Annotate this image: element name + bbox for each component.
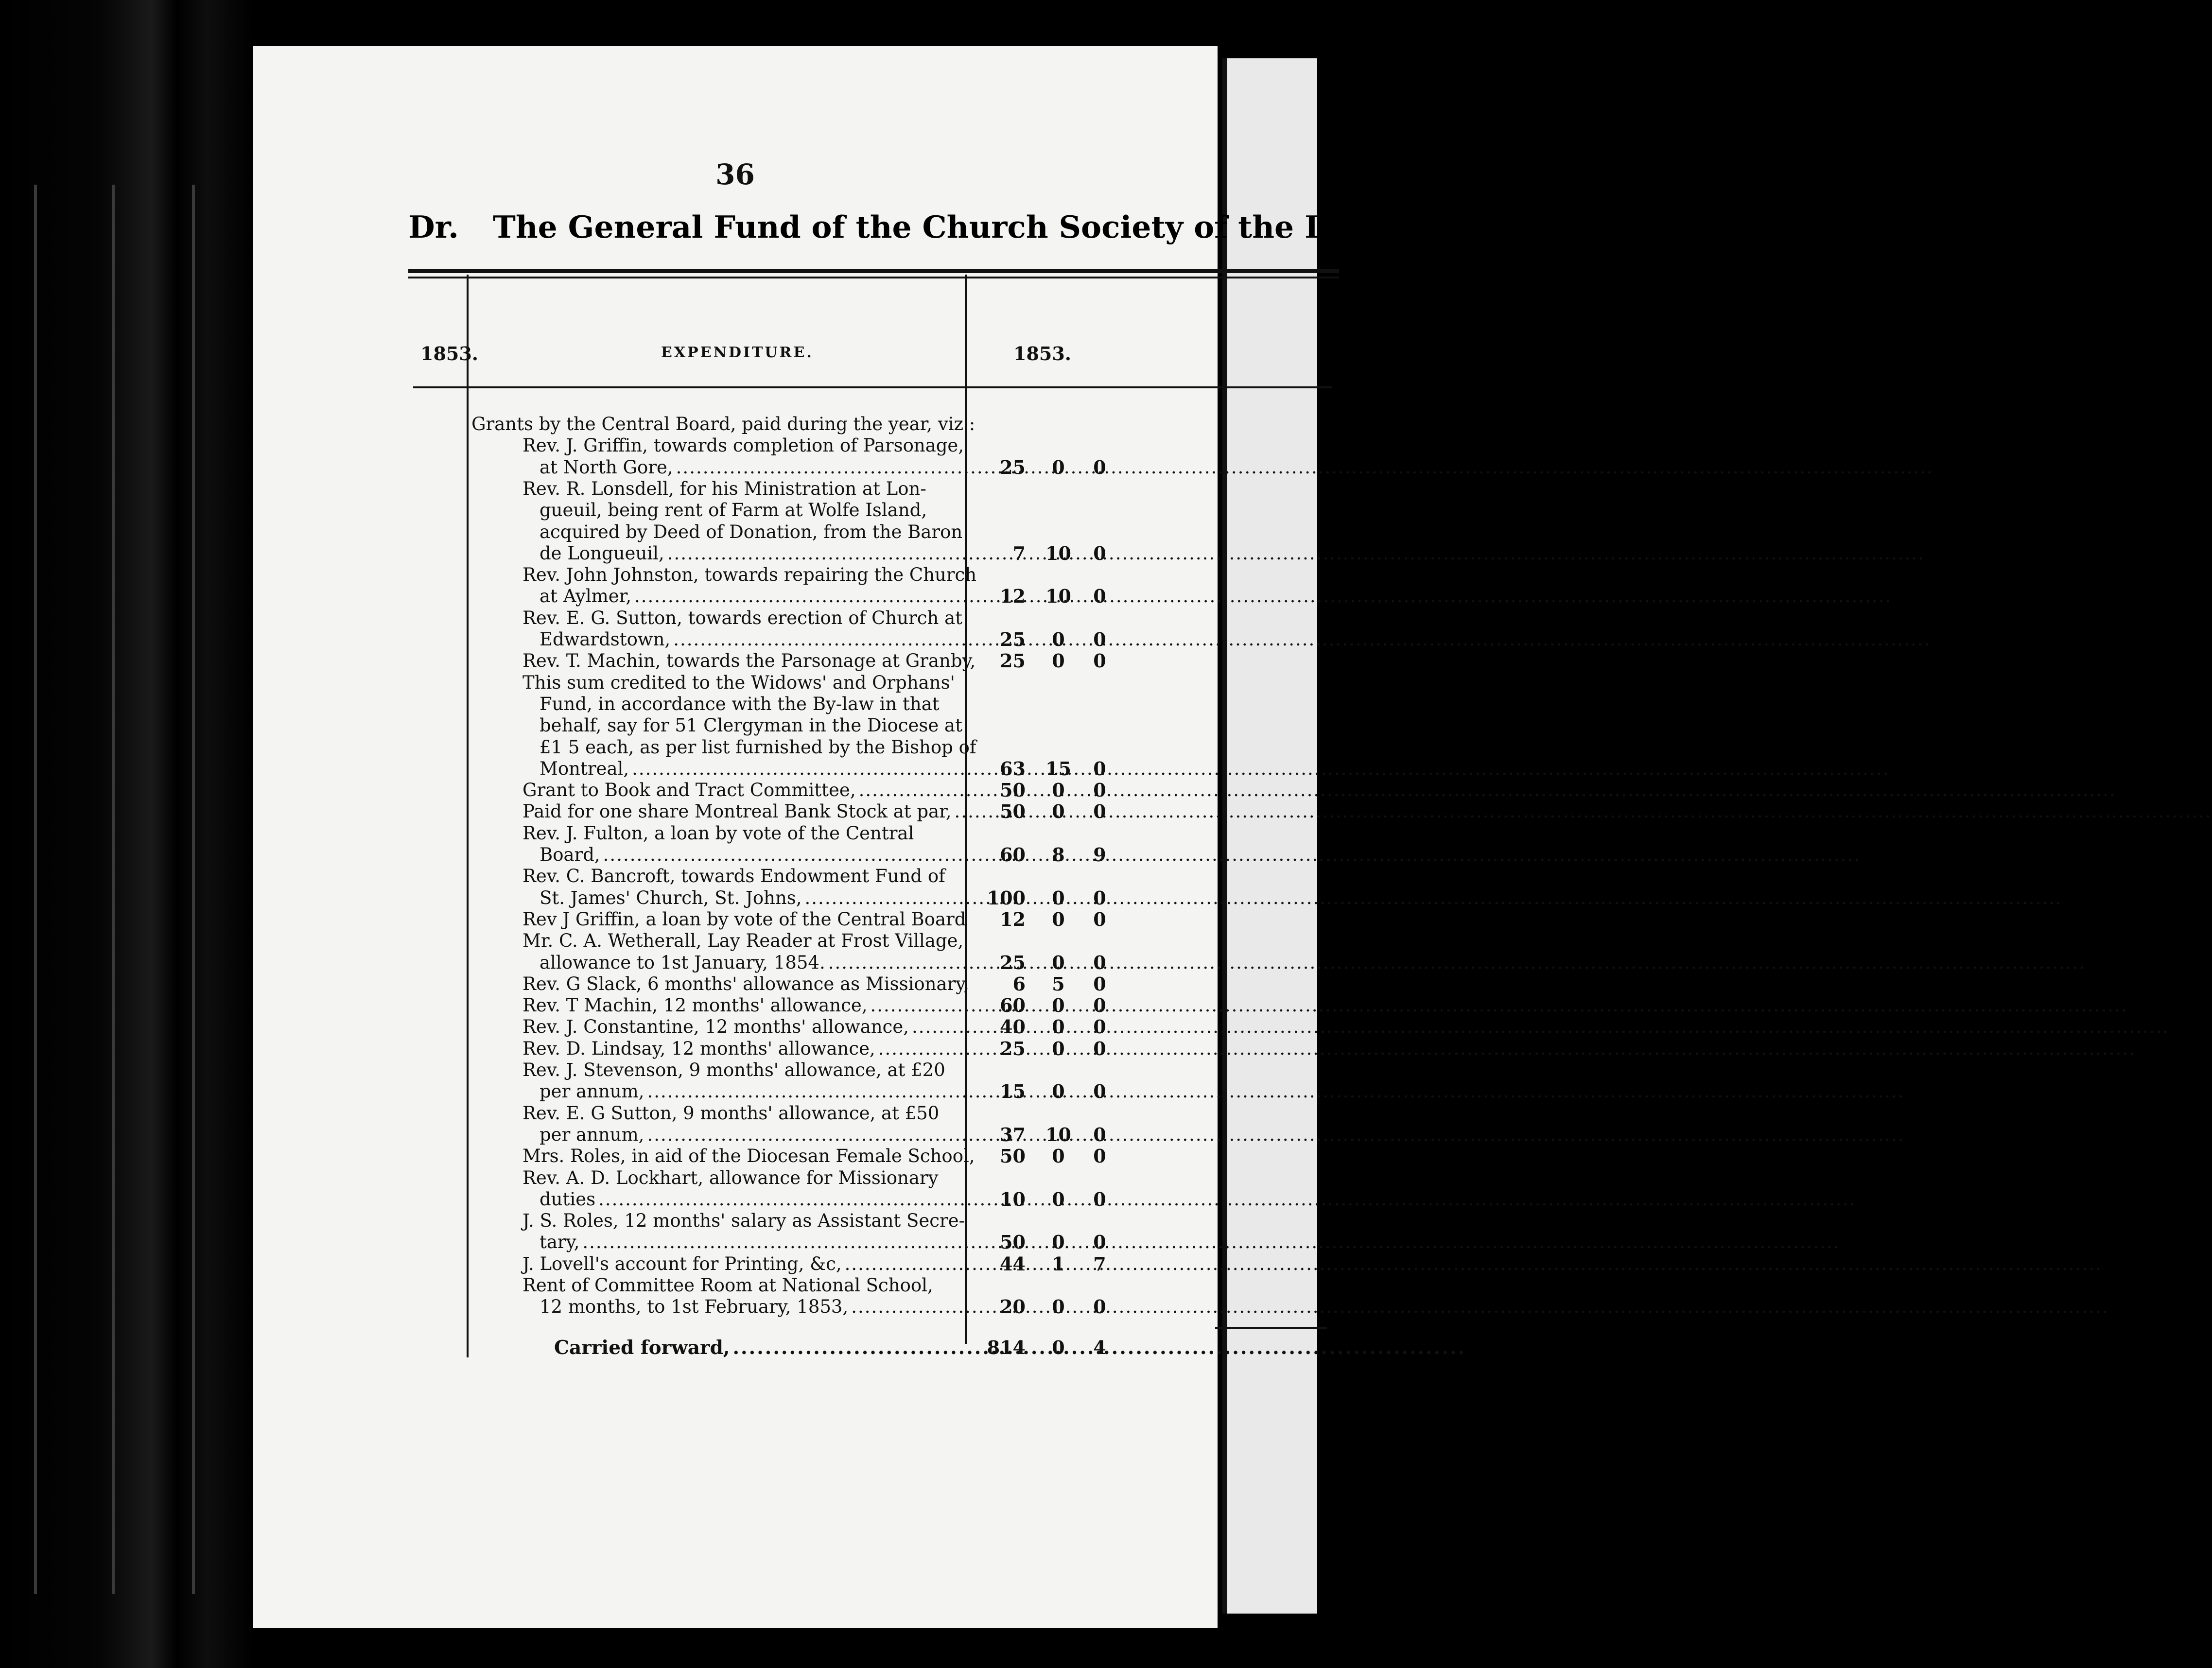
- entry-line: [471, 413, 975, 435]
- entry-line: [523, 800, 962, 822]
- entry-text: Edwardstown,: [540, 629, 671, 650]
- entry-line: [523, 478, 962, 500]
- entry-line: [540, 952, 962, 973]
- dot-leader: [634, 585, 1892, 607]
- book-binding-edge: [0, 0, 253, 1668]
- dot-leader: [603, 844, 1861, 866]
- amount-shillings: 0: [1052, 951, 1065, 973]
- amount-pounds: 25: [1000, 628, 1026, 650]
- amount-pounds: 50: [1000, 800, 1026, 823]
- entry-line: [540, 628, 962, 650]
- total-shillings: 0: [1052, 1337, 1065, 1358]
- entry-text: Rev. A. D. Lockhart, allowance for Missionary: [523, 1167, 939, 1188]
- amount-shillings: 10: [1045, 542, 1071, 564]
- amount-shillings: 0: [1052, 1016, 1065, 1038]
- amount-shillings: 5: [1052, 973, 1065, 995]
- entry-text: This sum credited to the Widows' and Orphans': [523, 672, 955, 693]
- amount-pounds: 44: [1000, 1252, 1026, 1275]
- amount-pounds: 25: [1000, 456, 1026, 478]
- amount-pence: 7: [1093, 1252, 1106, 1275]
- entry-text: St. James' Church, St. Johns,: [540, 887, 802, 908]
- entry-line: [540, 693, 962, 715]
- amount-pence: 0: [1093, 1123, 1106, 1146]
- entry-text: Rev. John Johnston, towards repairing the Church: [523, 564, 977, 586]
- amount-pounds: 40: [1000, 1016, 1026, 1038]
- amount-pence: 0: [1093, 456, 1106, 478]
- entry-line: [523, 865, 962, 887]
- amount-pence: 0: [1093, 1016, 1106, 1038]
- amount-pounds: 25: [1000, 1037, 1026, 1060]
- amount-pence: 0: [1093, 908, 1106, 930]
- entry-text: Rev. E. G Sutton, 9 months' allowance, at £50: [523, 1102, 940, 1124]
- entry-line: [540, 456, 962, 478]
- binding-crease: [34, 185, 37, 1594]
- amount-pence: 0: [1093, 650, 1106, 672]
- entry-line: [523, 973, 970, 995]
- amount-shillings: 0: [1052, 886, 1065, 909]
- entry-text: duties: [540, 1188, 596, 1210]
- amount-shillings: 0: [1052, 1231, 1065, 1253]
- entry-line: [540, 542, 962, 564]
- amount-shillings: 10: [1045, 1123, 1071, 1146]
- entry-line: [540, 1231, 962, 1253]
- dot-leader: [673, 628, 1931, 650]
- dot-leader: [582, 1231, 1840, 1253]
- amount-shillings: 8: [1052, 844, 1065, 866]
- amount-pence: 0: [1093, 800, 1106, 823]
- amount-shillings: 0: [1052, 779, 1065, 801]
- amount-pence: 0: [1093, 1080, 1106, 1103]
- entry-text: 12 months, to 1st February, 1853,: [540, 1296, 849, 1318]
- amount-shillings: 0: [1052, 628, 1065, 650]
- amount-pence: 0: [1093, 542, 1106, 564]
- amount-pence: 0: [1093, 1145, 1106, 1167]
- amount-pounds: 15: [1000, 1080, 1026, 1103]
- amount-pounds: 12: [1000, 908, 1026, 930]
- amount-pounds: 6: [1012, 973, 1026, 995]
- entry-line: [540, 1124, 962, 1146]
- page-heading: [408, 209, 1438, 245]
- total-pence: 4: [1093, 1337, 1106, 1358]
- dot-leader: [845, 1253, 2102, 1275]
- entry-text: Grant to Book and Tract Committee,: [523, 780, 856, 801]
- entry-line: [540, 1188, 962, 1210]
- entry-line: [523, 779, 962, 801]
- entry-line: [523, 672, 962, 694]
- amount-pounds: 100: [987, 886, 1026, 909]
- amount-shillings: 0: [1052, 1188, 1065, 1210]
- amount-pounds: 50: [1000, 1145, 1026, 1167]
- dot-leader: [955, 800, 2212, 822]
- entry-text: Rev. J. Fulton, a loan by vote of the Central: [523, 822, 914, 844]
- amount-shillings: 0: [1052, 456, 1065, 478]
- amount-pounds: 20: [1000, 1296, 1026, 1318]
- entry-line: [523, 434, 962, 456]
- amount-pence: 0: [1093, 973, 1106, 995]
- entry-text: Rev. R. Lonsdell, for his Ministration at Lon-: [523, 478, 926, 499]
- entry-line: [523, 1274, 962, 1296]
- amount-shillings: 0: [1052, 1037, 1065, 1060]
- facing-page-edge: [1222, 58, 1317, 1614]
- binding-crease: [192, 185, 195, 1594]
- amount-pounds: 7: [1012, 542, 1026, 564]
- amount-pence: 0: [1093, 1231, 1106, 1253]
- entry-line: [540, 758, 962, 780]
- entry-text: Rev. J. Griffin, towards completion of Parsonage,: [523, 435, 964, 456]
- amount-pounds: 50: [1000, 779, 1026, 801]
- column-divider-left: [467, 275, 469, 1357]
- entry-text: Mr. C. A. Wetherall, Lay Reader at Frost Village,: [523, 930, 964, 952]
- entry-text: at Aylmer,: [540, 586, 632, 607]
- amount-pounds: 50: [1000, 1231, 1026, 1253]
- entry-line: [523, 650, 976, 672]
- debit-marker: Dr.: [408, 209, 459, 245]
- dot-leader: [647, 1124, 1904, 1146]
- amount-pence: 0: [1093, 1296, 1106, 1318]
- amount-shillings: 15: [1045, 757, 1071, 780]
- entry-line: [523, 1145, 975, 1167]
- amount-shillings: 0: [1052, 1145, 1065, 1167]
- carried-forward-row: [554, 1337, 962, 1359]
- entry-line: [523, 607, 962, 629]
- entry-line: [523, 1016, 962, 1038]
- entry-text: Rev J Griffin, a loan by vote of the Central Board: [523, 908, 966, 930]
- entry-text: gueuil, being rent of Farm at Wolfe Island,: [540, 500, 927, 521]
- entry-line: [540, 736, 976, 758]
- entry-line: [523, 1210, 965, 1232]
- dot-leader: [647, 1080, 1904, 1102]
- entry-text: J. Lovell's account for Printing, &c,: [523, 1253, 842, 1274]
- ledger-page: [253, 46, 1438, 1628]
- amount-shillings: 0: [1052, 1080, 1065, 1103]
- entry-text: Montreal,: [540, 758, 629, 779]
- amount-pounds: 25: [1000, 650, 1026, 672]
- amount-pence: 9: [1093, 844, 1106, 866]
- entry-text: tary,: [540, 1232, 580, 1253]
- amount-pounds: 10: [1000, 1188, 1026, 1210]
- header-rule-thin: [408, 277, 1339, 278]
- entry-text: £1 5 each, as per list furnished by the Bishop of: [540, 736, 976, 758]
- entry-text: per annum,: [540, 1124, 644, 1145]
- amount-pounds: 60: [1000, 844, 1026, 866]
- entry-line: [523, 822, 962, 844]
- entry-line: [540, 887, 962, 909]
- entry-line: [540, 1080, 962, 1102]
- amount-pence: 0: [1093, 1037, 1106, 1060]
- entry-text: Rev. J. Stevenson, 9 months' allowance, at £20: [523, 1060, 945, 1080]
- amount-pence: 0: [1093, 779, 1106, 801]
- entry-line: [540, 585, 962, 607]
- entry-text: Mrs. Roles, in aid of the Diocesan Female School,: [523, 1146, 975, 1167]
- total-pounds: 814: [987, 1337, 1026, 1358]
- entry-line: [523, 1059, 962, 1081]
- dot-leader: [598, 1188, 1856, 1210]
- amount-pence: 0: [1093, 886, 1106, 909]
- entry-line: [523, 1167, 962, 1189]
- amount-pence: 0: [1093, 1188, 1106, 1210]
- entry-line: [540, 499, 962, 521]
- entry-text: allowance to 1st January, 1854.: [540, 952, 825, 973]
- entry-line: [523, 1102, 962, 1124]
- entry-text: Rev. T Machin, 12 months' allowance,: [523, 995, 868, 1016]
- amount-shillings: 0: [1052, 1296, 1065, 1318]
- amount-pounds: 25: [1000, 951, 1026, 973]
- dot-leader: [667, 542, 1925, 564]
- entry-text: Rev. E. G. Sutton, towards erection of Church at: [523, 607, 963, 628]
- carried-forward-label: Carried forward,: [554, 1337, 730, 1359]
- entry-text: Rent of Committee Room at National School,: [523, 1275, 933, 1296]
- entry-line: [540, 844, 962, 866]
- entry-line: [540, 1296, 962, 1318]
- amount-pounds: 63: [1000, 757, 1026, 780]
- entry-text: acquired by Deed of Donation, from the Baron: [540, 521, 963, 542]
- entry-text: Fund, in accordance with the By-law in that: [540, 693, 940, 714]
- binding-crease: [112, 185, 115, 1594]
- entry-line: [523, 930, 962, 952]
- entry-line: [540, 521, 962, 543]
- amount-pence: 0: [1093, 628, 1106, 650]
- year-right: 1853.: [1013, 343, 1071, 365]
- entry-text: behalf, say for 51 Clergyman in the Diocese at: [540, 715, 962, 736]
- column-header-rule: [413, 386, 1332, 388]
- expenditure-header: EXPENDITURE.: [661, 344, 814, 361]
- dot-leader: [676, 456, 1933, 478]
- entry-line: [523, 994, 962, 1016]
- entry-text: Board,: [540, 844, 600, 865]
- entry-line: [523, 564, 977, 586]
- entry-line: [523, 908, 966, 930]
- amount-shillings: 1: [1052, 1252, 1065, 1275]
- amount-shillings: 0: [1052, 800, 1065, 823]
- entry-text: Rev. G Slack, 6 months' allowance as Missionary,: [523, 973, 970, 994]
- entry-text: de Longueuil,: [540, 542, 664, 564]
- entry-line: [540, 714, 962, 736]
- entry-text: Grants by the Central Board, paid during the year, viz :: [471, 414, 975, 434]
- page-number: 36: [715, 158, 755, 191]
- entry-text: Rev. T. Machin, towards the Parsonage at Granby,: [523, 650, 976, 672]
- amount-pence: 0: [1093, 994, 1106, 1017]
- entry-text: Rev. C. Bancroft, towards Endowment Fund of: [523, 866, 945, 887]
- amount-shillings: 0: [1052, 908, 1065, 930]
- entry-text: per annum,: [540, 1081, 644, 1102]
- entry-text: Rev. D. Lindsay, 12 months' allowance,: [523, 1038, 875, 1059]
- entry-line: [523, 1253, 962, 1275]
- dot-leader: [632, 758, 1889, 780]
- entry-text: at North Gore,: [540, 456, 673, 478]
- entry-text: J. S. Roles, 12 months' salary as Assistant Secre-: [523, 1210, 965, 1232]
- total-rule: [1215, 1327, 1327, 1329]
- heading-title: The General Fund of the Church Society of the Diocese: [492, 209, 1438, 245]
- amount-pounds: 12: [1000, 585, 1026, 608]
- amount-pence: 0: [1093, 951, 1106, 973]
- amount-pence: 0: [1093, 585, 1106, 608]
- entry-line: [523, 1038, 962, 1060]
- amount-shillings: 0: [1052, 650, 1065, 672]
- entry-text: Rev. J. Constantine, 12 months' allowance,: [523, 1016, 909, 1038]
- year-left: 1853.: [420, 343, 478, 365]
- header-rule: [408, 269, 1339, 273]
- amount-shillings: 10: [1045, 585, 1071, 608]
- amount-shillings: 0: [1052, 994, 1065, 1017]
- amount-pence: 0: [1093, 757, 1106, 780]
- amount-pounds: 37: [1000, 1123, 1026, 1146]
- entry-text: Paid for one share Montreal Bank Stock at par,: [523, 801, 952, 822]
- amount-pounds: 60: [1000, 994, 1026, 1017]
